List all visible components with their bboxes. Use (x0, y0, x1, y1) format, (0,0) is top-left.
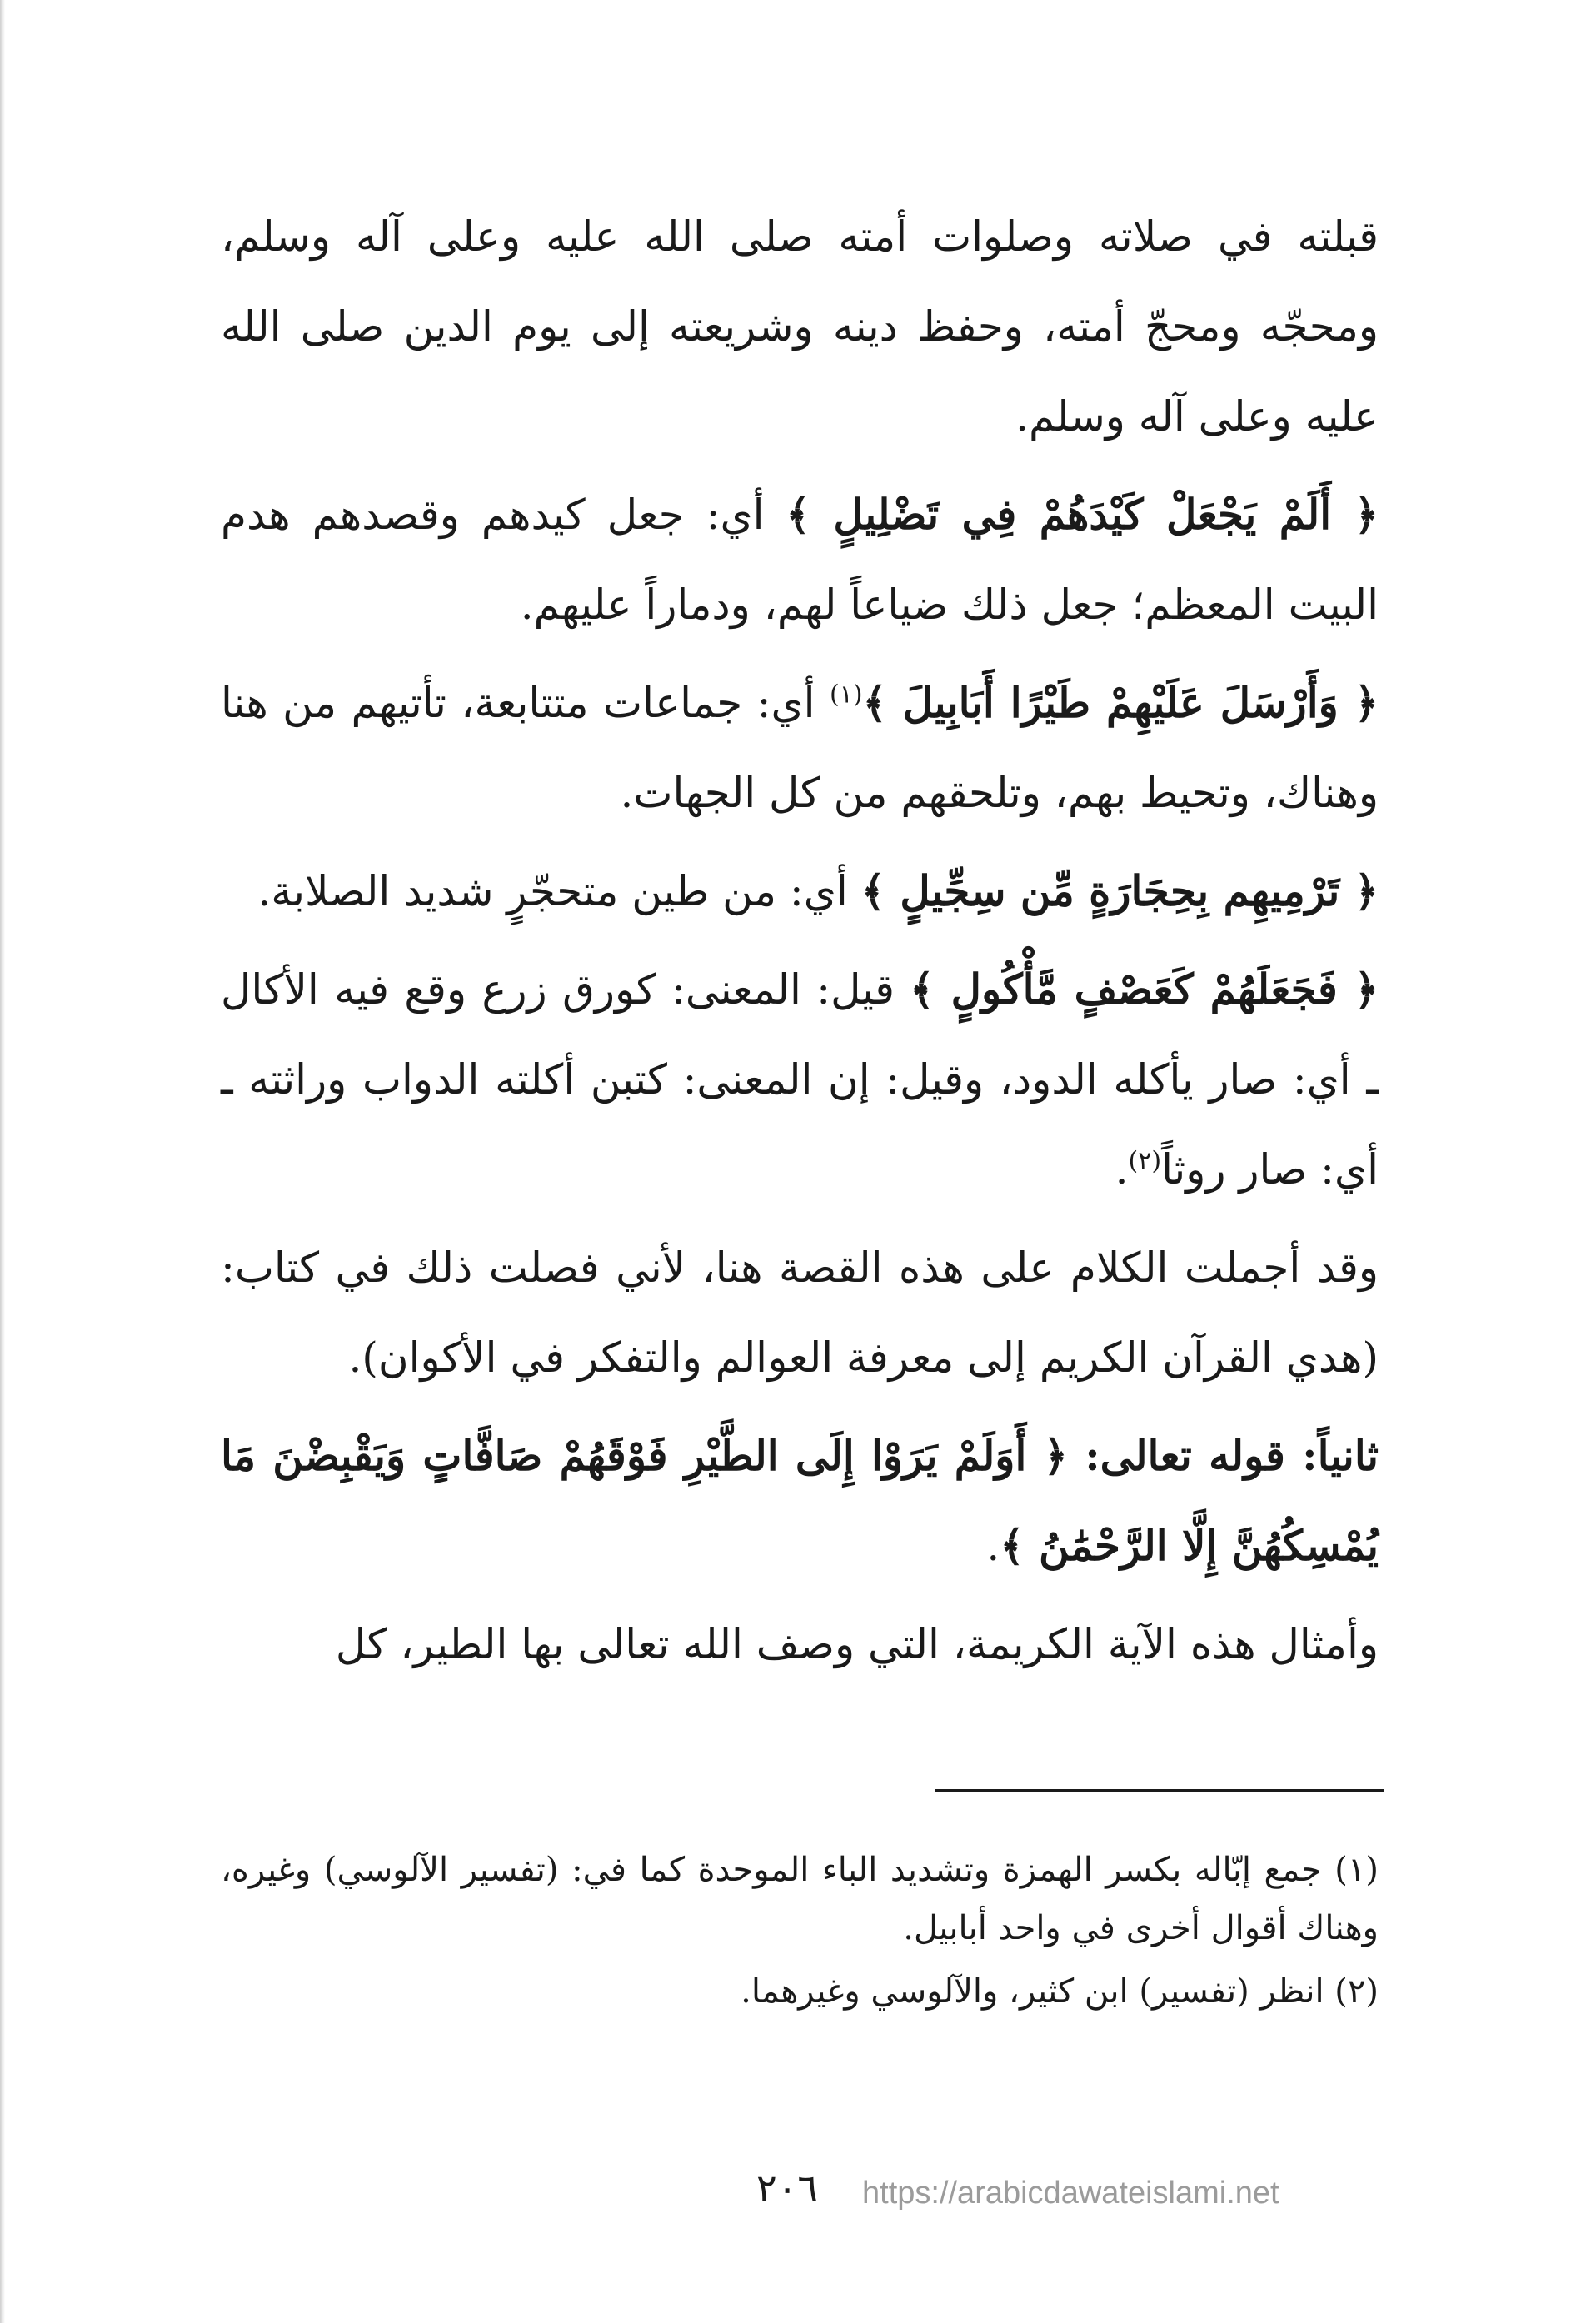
footnote-1: (١) جمع إبّاله بكسر الهمزة وتشديد الباء الموحدة كما في: (تفسير الآلوسي) وغيره، وهناك أقوال أخرى في واحد أبابيل. (221, 1851, 1379, 1947)
page-number: ٢٠٦ (756, 2166, 819, 2211)
paragraph-text: وأمثال هذه الآية الكريمة، التي وصف الله تعالى بها الطير، كل (335, 1620, 1379, 1668)
footnote-ref-1[interactable]: (١) (829, 680, 863, 710)
paragraph-tail: . (1115, 1145, 1129, 1194)
paragraph-6 (221, 1223, 1379, 1403)
paragraph-text: قبلته في صلاته وصلوات أمته صلى الله عليه وعلى آله وسلم، ومحجّه ومحجّ أمته، وحفظ دينه وشريعته إلى يوم الدين صلى الله عليه وعلى آله وسلم. (221, 212, 1379, 441)
paragraph-text: أي: جماعات متتابعة، تأتيهم من هنا وهناك، وتحيط بهم، وتلحقهم من كل الجهات. (221, 679, 1379, 817)
paragraph-7 (221, 1411, 1379, 1591)
footnote-ref-2[interactable]: (٢) (1128, 1146, 1162, 1176)
main-text (221, 192, 1379, 1697)
quran-verse: ﴿ تَرْمِيهِم بِحِجَارَةٍ مِّن سِجِّيلٍ ﴾ (860, 866, 1379, 915)
page-edge-shadow (0, 0, 5, 2323)
quran-verse: ﴿ فَجَعَلَهُمْ كَعَصْفٍ مَّأْكُولٍ ﴾ (910, 965, 1379, 1014)
paragraph-tail: . (986, 1522, 1000, 1570)
paragraph-text: قيل: المعنى: كورق زرع وقع فيه الأكال ـ أي: صار يأكله الدود، وقيل: إن المعنى: كتبن أكلته الدواب وراثته ـ أي: صار روثاً (221, 965, 1379, 1194)
paragraph-5 (221, 945, 1379, 1214)
footnotes (221, 1841, 1379, 2026)
paragraph-text: أي: من طين متحجّرٍ شديد الصلابة. (257, 867, 861, 915)
paragraph-text: وقد أجملت الكلام على هذه القصة هنا، لأني فصلت ذلك في كتاب: (هدي القرآن الكريم إلى معرفة العوالم والتفكر في الأكوان). (221, 1244, 1379, 1382)
quran-verse: ﴿ أَوَلَمْ يَرَوْا إِلَى الطَّيْرِ فَوْقَهُمْ صَافَّاتٍ وَيَقْبِضْنَ مَا يُمْسِكُهُنَّ إِلَّا الرَّحْمَٰنُ ﴾ (221, 1431, 1379, 1570)
footnote-divider (935, 1789, 1384, 1792)
paragraph-1 (221, 192, 1379, 461)
watermark-url: https://arabicdawateislami.net (862, 2176, 1279, 2211)
paragraph-text: أي: جعل كيدهم وقصدهم هدم البيت المعظم؛ جعل ذلك ضياعاً لهم، ودماراً عليهم. (221, 491, 1379, 629)
quran-verse: ﴿ وَأَرْسَلَ عَلَيْهِمْ طَيْرًا أَبَابِيلَ ﴾ (862, 678, 1379, 727)
paragraph-3 (221, 658, 1379, 838)
section-lead: ثانياً: قوله تعالى: (1067, 1431, 1379, 1480)
quran-verse: ﴿ أَلَمْ يَجْعَلْ كَيْدَهُمْ فِي تَضْلِيلٍ ﴾ (786, 490, 1379, 539)
paragraph-4 (221, 846, 1379, 936)
paragraph-2 (221, 470, 1379, 650)
footnote-2: (٢) انظر (تفسير) ابن كثير، والآلوسي وغيرهما. (741, 1972, 1379, 2011)
paragraph-8 (221, 1599, 1379, 1689)
